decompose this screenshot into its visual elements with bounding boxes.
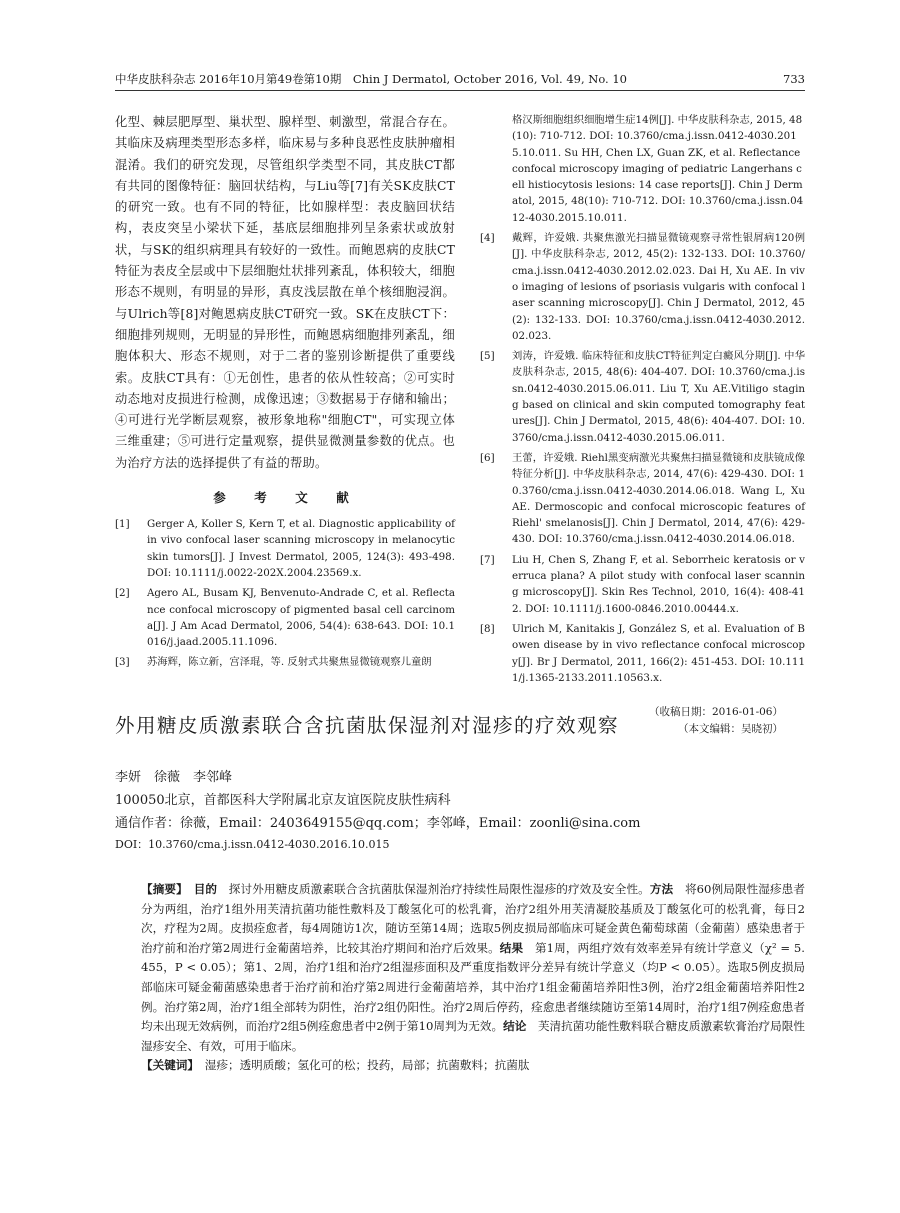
reference-number: [7]	[480, 553, 495, 566]
article-meta	[115, 766, 815, 855]
correspondence: 通信作者：徐薇，Email：2403649155@qq.com；李邻峰，Email：zoonli@sina.com	[115, 816, 641, 831]
keywords-label: 【关键词】	[141, 1058, 194, 1073]
reference-text: Agero AL, Busam KJ, Benvenuto-Andrade C, et al. Reflectance confocal microscopy of pigmented basal cell carcinoma[J]. J Am Acad Dermatol, 2006, 54(4): 638-643. DOI: 10.1016/j.jaad.2005.11.1096.	[147, 587, 455, 649]
reference-item	[115, 585, 455, 650]
running-header	[115, 68, 805, 91]
left-column	[115, 112, 455, 675]
editor-note: （本文编辑：吴晓初）	[678, 723, 783, 736]
reference-number: [8]	[480, 622, 495, 635]
reference-item	[480, 552, 805, 617]
reference-text: 王蕾，许爱娥. Riehl黑变病激光共聚焦扫描显微镜和皮肤镜成像特征分析[J]. 中华皮肤科杂志, 2014, 47(6): 429-430. DOI: 10.3760/cma.j.issn.0412-4030.2014.06.018. Wang L, Xu AE. Dermoscopic and confocal microscopic features of Riehl' smelanosis[J]. Chin J Dermatol, 2014, 47(6): 429-430. DOI: 10.3760/cma.j.issn.0412-4030.2014.06.018.	[512, 451, 805, 546]
authors: 李妍 徐薇 李邻峰	[115, 770, 233, 785]
abstract-label: 【摘要】	[141, 882, 182, 896]
reference-text: 戴辉，许爱娥. 共聚焦激光扫描显微镜观察寻常性银屑病120例[J]. 中华皮肤科杂志, 2012, 45(2): 132-133. DOI: 10.3760/cma.j.issn.0412-4030.2012.02.023. Dai H, Xu AE. In vivo imaging of lesions of psoriasis vulgaris with confocal laser scanning microscopy[J]. Chin J Dermatol, 2012, 45(2): 132-133. DOI: 10.3760/cma.j.issn.0412-4030.2012.02.023.	[512, 232, 805, 342]
reference-text: Gerger A, Koller S, Kern T, et al. Diagnostic applicability of in vivo confocal laser scanning microscopy in melanocytic skin tumors[J]. J Invest Dermatol, 2005, 124(3): 493-498. DOI: 10.1111/j.0022-202X.2004.23569.x.	[147, 518, 455, 579]
journal-citation: 中华皮肤科杂志 2016年10月第49卷第10期 Chin J Dermatol, October 2016, Vol. 49, No. 10	[115, 72, 627, 86]
conclusion-text: 芙清抗菌功能性敷料联合糖皮质激素软膏治疗局限性湿疹安全、有效，可用于临床。	[141, 1019, 805, 1053]
reference-item	[480, 621, 805, 686]
article-doi: DOI：10.3760/cma.j.issn.0412-4030.2016.10.015	[115, 838, 390, 851]
discussion-paragraph: 化型、棘层肥厚型、巢状型、腺样型、刺激型，常混合存在。其临床及病理类型形态多样，临床易与多种良恶性皮肤肿瘤相混淆。我们的研究发现，尽管组织学类型不同，其皮肤CT都有共同的图像特征：脑回状结构，与Liu等[7]有关SK皮肤CT的研究一致。也有不同的特征，比如腺样型：表皮脑回状结构，表皮突呈小梁状下延，基底层细胞排列呈条索状或放射状，与SK的组织病理具有较好的一致性。而鲍恩病的皮肤CT特征为表皮全层或中下层细胞灶状排列紊乱，体积较大，细胞形态不规则，有明显的异形，真皮浅层散在单个核细胞浸润。与Ulrich等[8]对鲍恩病皮肤CT研究一致。SK在皮肤CT下：细胞排列规则，无明显的异形性，而鲍恩病细胞排列紊乱，细胞体积大、形态不规则，对于二者的鉴别诊断提供了重要线索。皮肤CT具有：①无创性，患者的依从性较高；②可实时动态地对皮损进行检测，成像迅速；③数据易于存储和输出；④可进行光学断层观察，被形象地称"细胞CT"，可实现立体三维重建；⑤可进行定量观察，提供显微测量参数的优点。也为治疗方法的选择提供了有益的帮助。	[115, 115, 455, 470]
affiliation: 100050北京，首都医科大学附属北京友谊医院皮肤性病科	[115, 793, 451, 808]
references-heading: 参 考 文 献	[213, 490, 357, 506]
reference-item	[480, 450, 805, 548]
reference-item	[115, 516, 455, 581]
keywords-text: 湿疹；透明质酸；氢化可的松；投药，局部；抗菌敷料；抗菌肽	[204, 1058, 530, 1073]
references-list-left	[115, 516, 455, 671]
reference-item	[480, 230, 805, 344]
reference-text: Liu H, Chen S, Zhang F, et al. Seborrheic keratosis or verruca plana? A pilot study with confocal laser scanning microscopy[J]. Skin Res Technol, 2010, 16(4): 408-412. DOI: 10.1111/j.1600-0846.2010.00444.x.	[512, 553, 805, 615]
reference-text: 刘涛，许爱娥. 临床特征和皮肤CT特征判定白癜风分期[J]. 中华皮肤科杂志, 2015, 48(6): 404-407. DOI: 10.3760/cma.j.issn.0412-4030.2015.06.011. Liu T, Xu AE.Vitiligo staging based on clinical and skin computed tomography features[J]. Chin J Dermatol, 2015, 48(6): 404-407. DOI: 10.3760/cma.j.issn.0412-4030.2015.06.011.	[512, 350, 805, 444]
reference-number: [4]	[480, 232, 495, 245]
reference-item	[480, 348, 805, 446]
objective-label: 目的	[193, 882, 218, 896]
results-text: 第1周，两组疗效有效率差异有统计学意义（χ² = 5.455，P < 0.05）；第1、2周，治疗1组和治疗2组湿疹面积及严重度指数评分差异有统计学意义（均P < 0.05）。选取5例皮损局部临床可疑金葡菌感染患者于治疗前和治疗第2周进行金葡菌培养，其中治疗1组金葡菌培养阳性3例，治疗2组金葡菌培养阳性2例。治疗第2周，治疗1组全部转为阴性，治疗2组仍阳性。治疗2周后停药，痊愈患者继续随访至第14周时，治疗1组7例痊愈患者均未出现无效病例，而治疗2组5例痊愈患者中2例于第10周判为无效。	[141, 940, 805, 1034]
right-column	[480, 112, 805, 738]
reference-text: 苏海辉，陈立新，宫泽琨，等. 反射式共聚焦显微镜观察儿童朗	[147, 656, 432, 669]
methods-text: 将60例局限性湿疹患者分为两组，治疗1组外用芙清抗菌功能性敷料及丁酸氢化可的松乳膏，治疗2组外用芙清凝胶基质及丁酸氢化可的松乳膏，每日2次，疗程为2周。皮损痊愈者，每4周随访1次，随访至第14周；选取5例皮损局部临床可疑金黄色葡萄球菌（金葡菌）感染患者于治疗前和治疗第2周进行金葡菌培养，比较其治疗期间和治疗后效果。	[141, 882, 805, 955]
methods-label: 方法	[649, 882, 674, 896]
article-title: 外用糖皮质激素联合含抗菌肽保湿剂对湿疹的疗效观察	[115, 714, 620, 737]
references-list-right	[480, 230, 805, 686]
page-number: 733	[783, 72, 805, 86]
results-label: 结果	[499, 940, 524, 955]
reference-3-continuation: 格汉斯细胞组织细胞增生症14例[J]. 中华皮肤科杂志, 2015, 48(10): 710-712. DOI: 10.3760/cma.j.issn.0412-4030.2015.10.011. Su HH, Chen LX, Guan ZK, et al. Reflectance confocal microscopy imaging of pediatric Langerhans cell histiocytosis lesions: 14 case reports[J]. Chin J Dermatol, 2015, 48(10): 710-712. DOI: 10.3760/cma.j.issn.0412-4030.2015.10.011.	[512, 114, 804, 224]
reference-number: [2]	[115, 587, 130, 600]
abstract-body	[115, 880, 805, 1056]
received-date: （收稿日期：2016-01-06）	[648, 706, 783, 719]
reference-text: Ulrich M, Kanitakis J, González S, et al. Evaluation of Bowen disease by in vivo reflectance confocal microscopy[J]. Br J Dermatol, 2011, 166(2): 451-453. DOI: 10.1111/j.1365-2133.2011.10563.x.	[512, 622, 805, 684]
reference-number: [1]	[115, 518, 130, 531]
reference-item	[115, 654, 455, 670]
objective-text: 探讨外用糖皮质激素联合含抗菌肽保湿剂治疗持续性局限性湿疹的疗效及安全性。	[228, 882, 650, 896]
conclusion-label: 结论	[503, 1019, 527, 1034]
reference-number: [3]	[115, 656, 130, 669]
reference-number: [6]	[480, 451, 495, 464]
abstract	[115, 880, 805, 1076]
reference-number: [5]	[480, 350, 495, 363]
keywords-line	[115, 1056, 805, 1076]
